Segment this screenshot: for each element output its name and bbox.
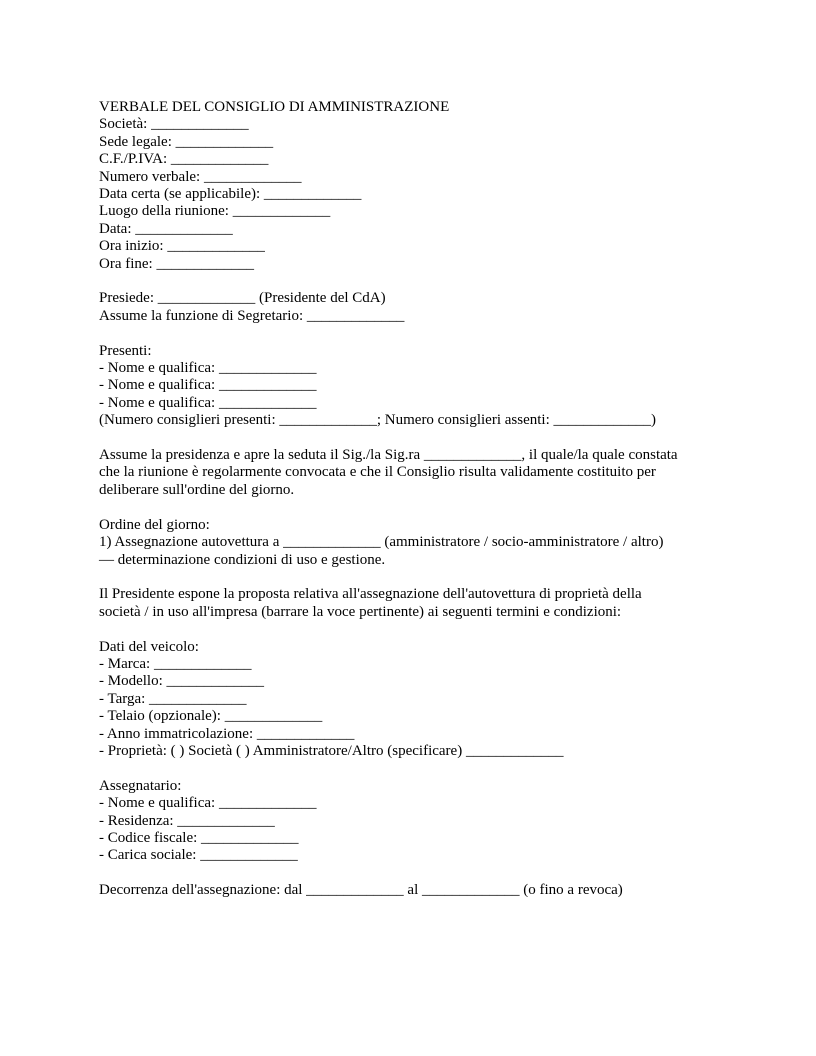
spacer: [99, 499, 739, 516]
assegnatario-residenza: - Residenza: _____________: [99, 812, 275, 829]
field-numero-verbale: Numero verbale: _____________: [99, 168, 302, 185]
segretario-line: Assume la funzione di Segretario: _____________: [99, 307, 405, 324]
spacer: [99, 621, 739, 638]
header-fields: [99, 116, 739, 273]
spacer: [99, 569, 739, 586]
spacer: [99, 760, 739, 777]
proposta-paragraph: [99, 586, 739, 621]
veicolo-proprieta: - Proprietà: ( ) Società ( ) Amministratore/Altro (specificare) _____________: [99, 742, 564, 759]
ordine-item: 1) Assegnazione autovettura a _____________ (amministratore / socio-amministratore / altro): [99, 534, 664, 551]
veicolo-marca: - Marca: _____________: [99, 655, 252, 672]
presenti-item: - Nome e qualifica: _____________: [99, 394, 317, 411]
field-ora-fine: Ora fine: _____________: [99, 255, 254, 272]
decorrenza-line: Decorrenza dell'assegnazione: dal _____________ al _____________ (o fino a revoca): [99, 882, 623, 899]
field-data-certa: Data certa (se applicabile): _____________: [99, 186, 362, 203]
spacer: [99, 865, 739, 882]
assegnatario-carica: - Carica sociale: _____________: [99, 847, 298, 864]
proposta-line: società / in uso all'impresa (barrare la voce pertinente) ai seguenti termini e condizioni:: [99, 603, 622, 620]
assegnatario-nome: - Nome e qualifica: _____________: [99, 795, 317, 812]
ordine-heading: Ordine del giorno:: [99, 516, 210, 533]
apertura-line: Assume la presidenza e apre la seduta il Sig./la Sig.ra _____________, il quale/la quale constata: [99, 447, 678, 464]
field-cf-piva: C.F./P.IVA: _____________: [99, 151, 269, 168]
veicolo-telaio: - Telaio (opzionale): _____________: [99, 708, 323, 725]
veicolo-heading: Dati del veicolo:: [99, 638, 199, 655]
spacer: [99, 325, 739, 342]
field-societa: Società: _____________: [99, 116, 249, 133]
ordine-item-continuation: — determinazione condizioni di uso e gestione.: [99, 551, 386, 568]
veicolo-modello: - Modello: _____________: [99, 673, 264, 690]
presenti-count: (Numero consiglieri presenti: _____________; Numero consiglieri assenti: _____________): [99, 412, 656, 429]
field-luogo-riunione: Luogo della riunione: _____________: [99, 203, 331, 220]
apertura-line: deliberare sull'ordine del giorno.: [99, 481, 295, 498]
field-sede-legale: Sede legale: _____________: [99, 133, 274, 150]
spacer: [99, 273, 739, 290]
presenti-item: - Nome e qualifica: _____________: [99, 360, 317, 377]
document-page: [99, 99, 739, 900]
apertura-paragraph: [99, 447, 739, 499]
veicolo-anno: - Anno immatricolazione: _____________: [99, 725, 355, 742]
presenti-heading: Presenti:: [99, 342, 152, 359]
presiede-line: Presiede: _____________ (Presidente del CdA): [99, 290, 386, 307]
spacer: [99, 430, 739, 447]
apertura-line: che la riunione è regolarmente convocata e che il Consiglio risulta validamente costituito per: [99, 464, 656, 481]
presenti-item: - Nome e qualifica: _____________: [99, 377, 317, 394]
proposta-line: Il Presidente espone la proposta relativa all'assegnazione dell'autovettura di proprietà della: [99, 586, 642, 603]
veicolo-targa: - Targa: _____________: [99, 690, 247, 707]
field-data: Data: _____________: [99, 220, 233, 237]
field-ora-inizio: Ora inizio: _____________: [99, 238, 265, 255]
assegnatario-codice-fiscale: - Codice fiscale: _____________: [99, 829, 299, 846]
assegnatario-heading: Assegnatario:: [99, 777, 182, 794]
document-title: VERBALE DEL CONSIGLIO DI AMMINISTRAZIONE: [99, 99, 450, 115]
